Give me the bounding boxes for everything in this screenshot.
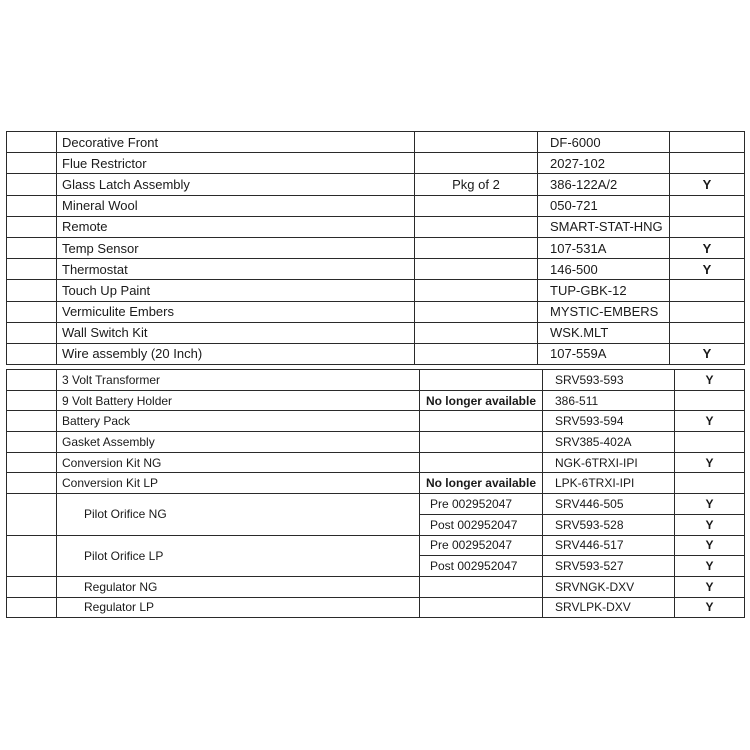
part-description: Conversion Kit LP [57, 473, 420, 494]
part-flag: Y [675, 556, 745, 577]
blank-cell [7, 259, 57, 280]
table-row [7, 216, 745, 237]
blank-cell [7, 301, 57, 322]
table-row [7, 390, 745, 411]
part-flag: Y [675, 597, 745, 618]
parts-table-upper [6, 131, 745, 365]
part-note [420, 597, 543, 618]
blank-cell [7, 370, 57, 391]
part-number: 386-122A/2 [538, 174, 670, 195]
part-note: No longer available [420, 473, 543, 494]
part-description: Vermiculite Embers [57, 301, 415, 322]
part-note: Pkg of 2 [415, 174, 538, 195]
blank-cell [7, 432, 57, 453]
blank-cell [7, 494, 57, 535]
part-number: SRV446-505 [543, 494, 675, 515]
part-flag: Y [670, 237, 745, 258]
blank-cell [7, 174, 57, 195]
part-description: Wire assembly (20 Inch) [57, 343, 415, 364]
part-note [415, 280, 538, 301]
part-flag [670, 195, 745, 216]
part-number: SRV593-594 [543, 411, 675, 432]
part-note [415, 322, 538, 343]
table-row [7, 576, 745, 597]
part-flag [675, 432, 745, 453]
part-number: LPK-6TRXI-IPI [543, 473, 675, 494]
part-flag: Y [675, 514, 745, 535]
part-note [420, 432, 543, 453]
blank-cell [7, 280, 57, 301]
part-note [420, 576, 543, 597]
part-flag [670, 322, 745, 343]
part-flag [670, 216, 745, 237]
part-description: Pilot Orifice NG [57, 494, 420, 535]
part-note: Pre 002952047 [420, 535, 543, 556]
part-description: Decorative Front [57, 132, 415, 153]
table-row [7, 452, 745, 473]
part-number: SRV593-527 [543, 556, 675, 577]
part-description: Pilot Orifice LP [57, 535, 420, 576]
blank-cell [7, 390, 57, 411]
part-description: 3 Volt Transformer [57, 370, 420, 391]
part-flag [670, 132, 745, 153]
blank-cell [7, 153, 57, 174]
table-row [7, 153, 745, 174]
part-note: No longer available [420, 390, 543, 411]
part-note [420, 452, 543, 473]
part-number: DF-6000 [538, 132, 670, 153]
blank-cell [7, 597, 57, 618]
part-note [415, 153, 538, 174]
part-flag [670, 301, 745, 322]
part-flag [670, 153, 745, 174]
part-flag: Y [675, 452, 745, 473]
part-description: Gasket Assembly [57, 432, 420, 453]
part-description: Regulator NG [57, 576, 420, 597]
part-number: SRV446-517 [543, 535, 675, 556]
part-description: Temp Sensor [57, 237, 415, 258]
table-row [7, 432, 745, 453]
blank-cell [7, 452, 57, 473]
part-number: 2027-102 [538, 153, 670, 174]
blank-cell [7, 322, 57, 343]
part-note [415, 216, 538, 237]
table-row [7, 473, 745, 494]
blank-cell [7, 473, 57, 494]
blank-cell [7, 216, 57, 237]
part-flag: Y [675, 535, 745, 556]
part-note: Post 002952047 [420, 556, 543, 577]
part-number: SRVLPK-DXV [543, 597, 675, 618]
part-description: Wall Switch Kit [57, 322, 415, 343]
table-row [7, 597, 745, 618]
table-row [7, 411, 745, 432]
part-number: 050-721 [538, 195, 670, 216]
part-flag: Y [675, 494, 745, 515]
part-description: Regulator LP [57, 597, 420, 618]
table-row [7, 494, 745, 515]
table-row [7, 132, 745, 153]
part-number: SRV385-402A [543, 432, 675, 453]
part-flag: Y [675, 370, 745, 391]
part-note [415, 132, 538, 153]
table-row [7, 280, 745, 301]
part-flag: Y [675, 576, 745, 597]
part-description: Glass Latch Assembly [57, 174, 415, 195]
part-description: Mineral Wool [57, 195, 415, 216]
part-note [415, 237, 538, 258]
table-row [7, 259, 745, 280]
table-row [7, 174, 745, 195]
part-note [420, 370, 543, 391]
part-number: 107-559A [538, 343, 670, 364]
part-description: Conversion Kit NG [57, 452, 420, 473]
part-description: Flue Restrictor [57, 153, 415, 174]
table-row [7, 535, 745, 556]
part-number: SRV593-593 [543, 370, 675, 391]
part-number: 386-511 [543, 390, 675, 411]
part-flag: Y [670, 343, 745, 364]
table-row [7, 370, 745, 391]
part-number: SRVNGK-DXV [543, 576, 675, 597]
blank-cell [7, 576, 57, 597]
blank-cell [7, 237, 57, 258]
part-number: MYSTIC-EMBERS [538, 301, 670, 322]
table-row [7, 237, 745, 258]
part-note: Post 002952047 [420, 514, 543, 535]
part-flag: Y [670, 259, 745, 280]
part-note: Pre 002952047 [420, 494, 543, 515]
part-note [420, 411, 543, 432]
part-number: SMART-STAT-HNG [538, 216, 670, 237]
part-flag: Y [670, 174, 745, 195]
table-row [7, 322, 745, 343]
part-description: 9 Volt Battery Holder [57, 390, 420, 411]
part-note [415, 301, 538, 322]
table-row [7, 195, 745, 216]
part-number: SRV593-528 [543, 514, 675, 535]
part-number: NGK-6TRXI-IPI [543, 452, 675, 473]
part-note [415, 259, 538, 280]
part-number: 146-500 [538, 259, 670, 280]
part-note [415, 195, 538, 216]
blank-cell [7, 195, 57, 216]
part-note [415, 343, 538, 364]
part-flag [670, 280, 745, 301]
blank-cell [7, 535, 57, 576]
blank-cell [7, 411, 57, 432]
part-flag [675, 390, 745, 411]
part-description: Battery Pack [57, 411, 420, 432]
part-number: TUP-GBK-12 [538, 280, 670, 301]
part-description: Thermostat [57, 259, 415, 280]
parts-table-lower [6, 369, 745, 618]
part-number: 107-531A [538, 237, 670, 258]
table-row [7, 301, 745, 322]
part-description: Remote [57, 216, 415, 237]
part-flag [675, 473, 745, 494]
part-flag: Y [675, 411, 745, 432]
blank-cell [7, 132, 57, 153]
blank-cell [7, 343, 57, 364]
part-description: Touch Up Paint [57, 280, 415, 301]
table-row [7, 343, 745, 364]
part-number: WSK.MLT [538, 322, 670, 343]
